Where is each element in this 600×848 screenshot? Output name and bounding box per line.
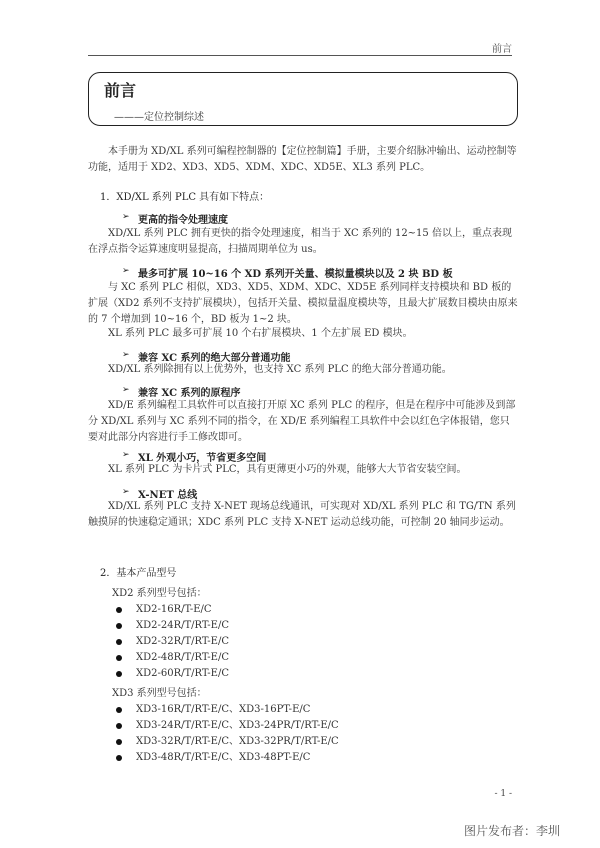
feature-description: XL 系列 PLC 最多可扩展 10 个右扩展模块、1 个左扩展 ED 模块。 xyxy=(108,328,413,339)
intro-paragraph: 本手册为 XD/XL 系列可编程控制器的【定位控制篇】手册，主要介绍脉冲输出、运动控制等功能，适用于 XD2、XD3、XD5、XDM、XDC、XD5E、XL3 系列 PLC。 xyxy=(88,146,517,173)
bullet-dot-icon xyxy=(116,623,122,629)
arrow-right-icon: ➢ xyxy=(122,350,130,360)
header-rule xyxy=(88,55,512,56)
page-number: - 1 - xyxy=(494,789,512,799)
page-title: 前言 xyxy=(104,81,137,100)
list-item: XD2-32R/T/RT-E/C xyxy=(116,634,416,650)
xd3-model-list xyxy=(116,702,436,766)
feature-description: XD/E 系列编程工具软件可以直接打开原 XC 系列 PLC 的程序，但是在程序中可能涉及到部分 XD/XL 系列与 XC 系列不同的指令，在 XD/E 系列编程工具软件中会以红色字体报错，您只要对此部分内容进行手工修改即可。 xyxy=(88,400,516,443)
xd2-model-list xyxy=(116,602,416,682)
feature-title: XL 外观小巧，节省更多空间 xyxy=(138,453,267,464)
bullet-dot-icon xyxy=(116,607,122,613)
bullet-dot-icon xyxy=(116,739,122,745)
bullet-dot-icon xyxy=(116,723,122,729)
feature-title: 最多可扩展 10~16 个 XD 系列开关量、模拟量模块以及 2 块 BD 板 xyxy=(138,269,453,280)
feature-title: 兼容 XC 系列的绝大部分普通功能 xyxy=(138,353,291,364)
feature-description: XL 系列 PLC 为卡片式 PLC，具有更薄更小巧的外观，能够大大节省安装空间。 xyxy=(108,464,467,475)
bullet-dot-icon xyxy=(116,707,122,713)
section1-heading: 1．XD/XL 系列 PLC 具有如下特点： xyxy=(100,192,270,203)
feature-description: XD/XL 系列 PLC 拥有更快的指令处理速度，相当于 XC 系列的 12~15 倍以上，重点表现在浮点指令运算速度明显提高，扫描周期单位为 us。 xyxy=(88,228,512,255)
arrow-right-icon: ➢ xyxy=(122,385,130,395)
arrow-right-icon: ➢ xyxy=(122,266,130,276)
list-item: XD3-16R/T/RT-E/C、XD3-16PT-E/C xyxy=(116,702,436,718)
feature-description: 与 XC 系列 PLC 相似，XD3、XD5、XDM、XDC、XD5E 系列同样支持模块和 BD 板的扩展（XD2 系列不支持扩展模块），包括开关量、模拟量温度模块等，且最大扩展数目模块由原来的 7 个增加到 10~16 个，BD 板为 1~2 块。 xyxy=(88,282,518,325)
bullet-dot-icon xyxy=(116,755,122,761)
xd2-series-label: XD2 系列型号包括： xyxy=(112,588,207,599)
arrow-right-icon: ➢ xyxy=(122,212,130,222)
section2-heading: 2．基本产品型号 xyxy=(100,568,177,579)
feature-description: XD/XL 系列 PLC 支持 X-NET 现场总线通讯，可实现对 XD/XL 系列 PLC 和 TG/TN 系列触摸屏的快速稳定通讯；XDC 系列 PLC 支持 X-NET 运动总线功能，可控制 20 轴同步运动。 xyxy=(88,501,516,528)
arrow-right-icon: ➢ xyxy=(122,487,130,497)
image-credit: 图片发布者：李圳 xyxy=(463,824,560,838)
feature-title: 兼容 XC 系列的原程序 xyxy=(138,388,241,399)
list-item: XD2-48R/T/RT-E/C xyxy=(116,650,416,666)
list-item: XD3-24R/T/RT-E/C、XD3-24PR/T/RT-E/C xyxy=(116,718,436,734)
running-header: 前言 xyxy=(492,44,512,55)
list-item: XD2-16R/T-E/C xyxy=(116,602,416,618)
list-item: XD3-32R/T/RT-E/C、XD3-32PR/T/RT-E/C xyxy=(116,734,436,750)
bullet-dot-icon xyxy=(116,639,122,645)
list-item: XD3-48R/T/RT-E/C、XD3-48PT-E/C xyxy=(116,750,436,766)
feature-description: XD/XL 系列除拥有以上优势外，也支持 XC 系列 PLC 的绝大部分普通功能。 xyxy=(108,364,452,375)
xd3-series-label: XD3 系列型号包括： xyxy=(112,688,207,699)
page-subtitle: ———定位控制综述 xyxy=(114,112,204,123)
bullet-dot-icon xyxy=(116,655,122,661)
list-item: XD2-24R/T/RT-E/C xyxy=(116,618,416,634)
list-item: XD2-60R/T/RT-E/C xyxy=(116,666,416,682)
bullet-dot-icon xyxy=(116,671,122,677)
arrow-right-icon: ➢ xyxy=(122,450,130,460)
feature-title: 更高的指令处理速度 xyxy=(138,215,228,226)
feature-title: X-NET 总线 xyxy=(138,490,198,501)
